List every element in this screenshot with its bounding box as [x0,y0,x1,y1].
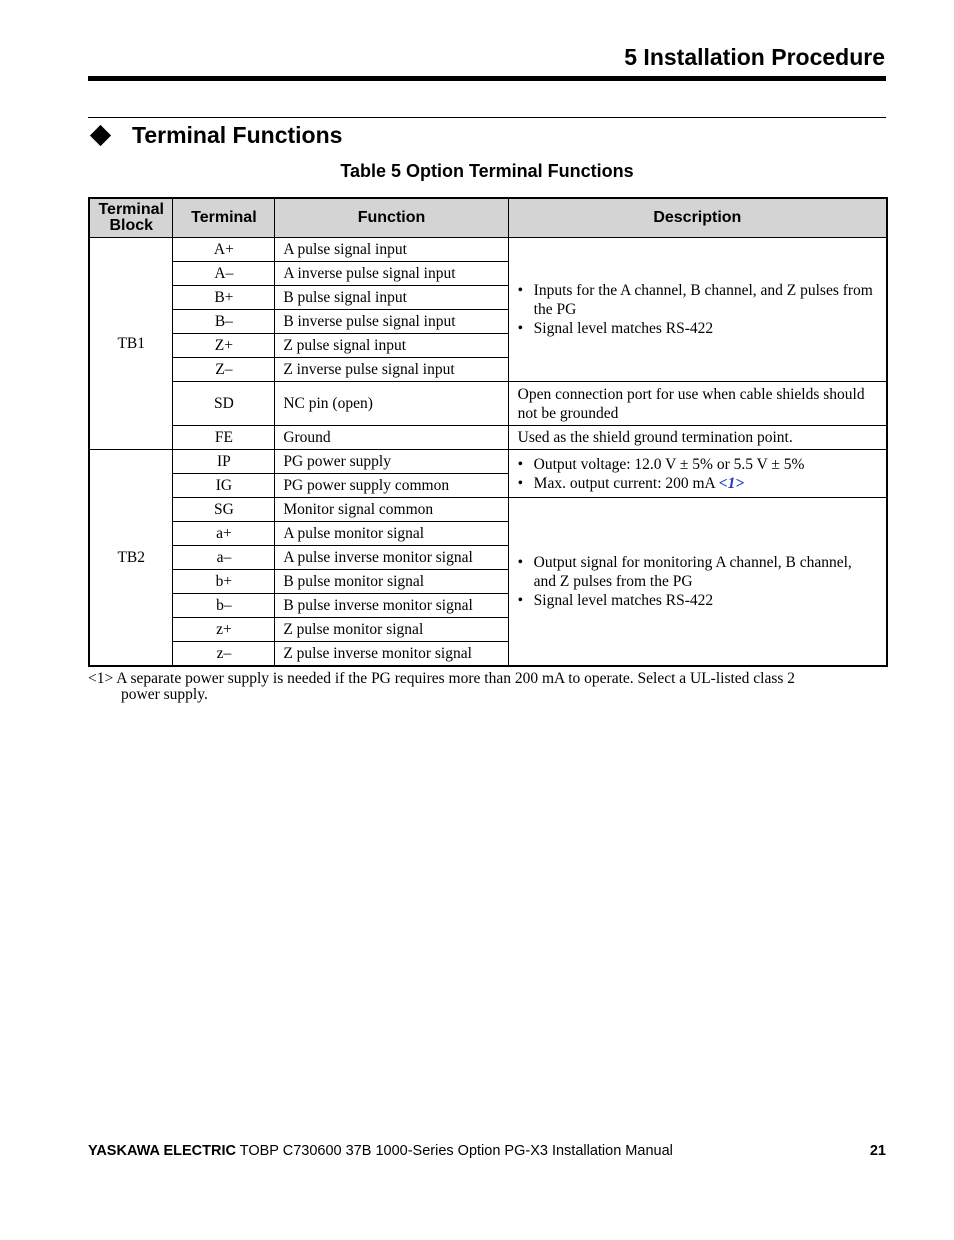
footnote-reference-link[interactable]: <1> [718,474,745,492]
function-cell: PG power supply common [275,474,508,498]
terminal-cell: FE [173,426,275,450]
description-bullet: • Output signal for monitoring A channel, B channel, and Z pulses from the PG [517,553,878,591]
function-cell: B pulse signal input [275,286,508,310]
table-row [89,498,887,522]
function-cell: A pulse signal input [275,238,508,262]
description-cell: Used as the shield ground termination point. [508,426,887,450]
footnote-line: power supply. [121,686,208,703]
table-row [89,450,887,474]
description-text: Max. output current: 200 mA [533,474,715,492]
terminal-cell: SG [173,498,275,522]
terminal-cell: B– [173,310,275,334]
column-header-description: Description [508,198,887,238]
footer-doc: TOBP C730600 37B 1000-Series Option PG-X3 Installation Manual [235,1143,673,1159]
terminal-cell: B+ [173,286,275,310]
description-cell [508,450,887,498]
table-row [89,426,887,450]
function-cell: B inverse pulse signal input [275,310,508,334]
terminal-cell: IP [173,450,275,474]
description-cell [508,498,887,667]
footnote-line: <1> A separate power supply is needed if the PG requires more than 200 mA to operate. Select a UL-listed class 2 [88,670,796,687]
table-row [89,382,887,426]
terminal-cell: z+ [173,618,275,642]
header-rule [88,76,886,81]
terminal-cell: z– [173,642,275,667]
terminal-cell: a– [173,546,275,570]
terminal-cell: SD [173,382,275,426]
function-cell: Ground [275,426,508,450]
terminal-block-cell: TB1 [89,238,173,450]
description-cell [508,238,887,382]
description-bullet: • Signal level matches RS-422 [517,319,878,338]
terminal-cell: b+ [173,570,275,594]
function-cell: B pulse monitor signal [275,570,508,594]
table-header-row [89,198,887,238]
column-header-terminal: Terminal [173,198,275,238]
function-cell: A pulse inverse monitor signal [275,546,508,570]
chapter-title: 5 Installation Procedure [624,44,885,70]
terminal-cell: Z+ [173,334,275,358]
function-cell: A pulse monitor signal [275,522,508,546]
diamond-bullet-icon [90,125,111,146]
function-cell: Z pulse signal input [275,334,508,358]
function-cell: Z pulse inverse monitor signal [275,642,508,667]
description-cell: Open connection port for use when cable shields should not be grounded [508,382,887,426]
description-bullet: • Signal level matches RS-422 [517,591,878,610]
column-header-function: Function [275,198,508,238]
terminal-cell: IG [173,474,275,498]
description-bullet: • Output voltage: 12.0 V ± 5% or 5.5 V ± 5% [517,455,878,474]
terminal-block-cell: TB2 [89,450,173,667]
section-heading [90,122,342,149]
column-header-terminal-block: Terminal Block [89,198,173,238]
terminal-cell: Z– [173,358,275,382]
table-footnote [88,671,888,703]
function-cell: A inverse pulse signal input [275,262,508,286]
function-cell: PG power supply [275,450,508,474]
function-cell: B pulse inverse monitor signal [275,594,508,618]
footer-document-title [88,1143,673,1159]
description-bullet [517,474,878,493]
page-number: 21 [869,1143,886,1159]
terminal-cell: A+ [173,238,275,262]
terminal-cell: A– [173,262,275,286]
terminal-functions-table [88,197,888,667]
function-cell: NC pin (open) [275,382,508,426]
function-cell: Z inverse pulse signal input [275,358,508,382]
terminal-cell: b– [173,594,275,618]
terminal-cell: a+ [173,522,275,546]
table-caption: Table 5 Option Terminal Functions [340,161,634,181]
function-cell: Monitor signal common [275,498,508,522]
footer-brand: YASKAWA ELECTRIC [88,1143,236,1159]
section-rule [88,117,886,118]
function-cell: Z pulse monitor signal [275,618,508,642]
section-title: Terminal Functions [132,122,343,148]
table-row [89,238,887,262]
page-footer [88,1143,886,1159]
description-bullet: • Inputs for the A channel, B channel, and Z pulses from the PG [517,281,878,319]
